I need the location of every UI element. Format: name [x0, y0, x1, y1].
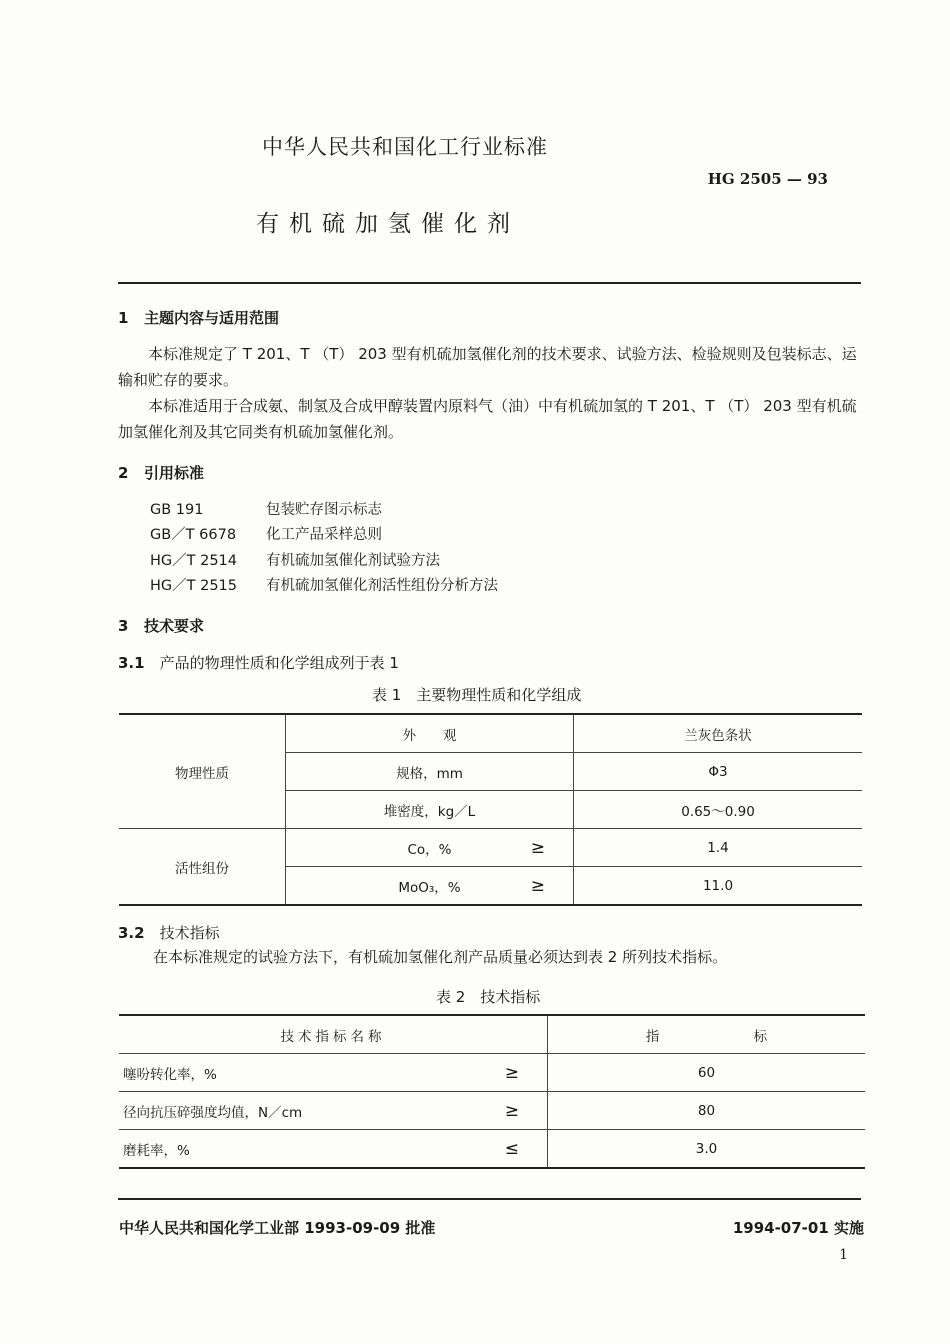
table-row	[119, 1054, 865, 1092]
table-2-header-value: 指 标	[645, 1028, 768, 1045]
table-1-item-label: 外 观	[402, 727, 457, 744]
table-1-group-physical: 物理性质	[119, 714, 286, 829]
table-1-value: 1.4	[574, 829, 863, 867]
reference-item	[150, 549, 440, 570]
section-2-heading	[118, 462, 204, 483]
table-1-item-label: 规格，mm	[396, 765, 463, 782]
reference-name: 化工产品采样总则	[266, 527, 382, 543]
reference-name: 有机硫加氢催化剂活性组份分析方法	[266, 578, 498, 594]
table-1-item-label: 堆密度，kg／L	[383, 803, 476, 820]
table-1-operator: ≥	[530, 876, 545, 896]
document-title: 有机硫加氢催化剂	[256, 211, 520, 237]
table-row	[119, 1130, 865, 1169]
subsection-3-1	[118, 652, 399, 673]
table-1-caption: 表 1 主要物理性质和化学组成	[372, 686, 582, 704]
subsection-3-1-number: 3.1	[118, 654, 145, 672]
table-2-operator: ≥	[504, 1063, 519, 1083]
table-2-item-label: 径向抗压碎强度均值，N／cm	[123, 1104, 303, 1121]
table-2-item-label: 噻吩转化率，%	[123, 1066, 217, 1083]
reference-code: GB／T 6678	[150, 527, 237, 543]
reference-item	[150, 574, 498, 595]
standard-code: HG 2505 — 93	[707, 170, 828, 188]
reference-code: GB 191	[150, 502, 204, 518]
table-2-value: 60	[548, 1054, 866, 1092]
reference-item	[150, 523, 382, 544]
table-1-item	[286, 714, 574, 753]
reference-name: 包装贮存图示标志	[266, 502, 382, 518]
reference-code: HG／T 2515	[150, 578, 238, 594]
approval-line: 中华人民共和国化学工业部 1993-09-09 批准	[119, 1219, 436, 1237]
effective-date: 1994-07-01 实施	[732, 1219, 864, 1237]
table-row	[119, 1092, 865, 1130]
table-2-header-name: 技术指标名称	[119, 1015, 548, 1054]
table-1-value: 0.65～0.90	[574, 791, 863, 829]
table-row	[119, 829, 862, 867]
section-2-number: 2	[118, 464, 129, 482]
table-1-item-label: Co，%	[407, 841, 452, 858]
table-2-item	[119, 1092, 548, 1130]
table-2-item	[119, 1054, 548, 1092]
table-1-value: 11.0	[574, 867, 863, 906]
table-1-group-active: 活性组份	[119, 829, 286, 906]
subsection-3-2-text: 在本标准规定的试验方法下，有机硫加氢催化剂产品质量必须达到表 2 所列技术指标。	[153, 948, 728, 966]
header-rule	[118, 282, 861, 284]
page-number: 1	[839, 1247, 848, 1263]
section-1-para-1: 本标准规定了 T 201、T （T） 203 型有机硫加氢催化剂的技术要求、试验方法、检验规则及包装标志、运输和贮存的要求。	[118, 345, 857, 389]
subsection-3-1-text: 产品的物理性质和化学组成列于表 1	[159, 654, 399, 672]
table-2-operator: ≤	[504, 1139, 519, 1159]
table-1-item	[286, 791, 574, 829]
table-row	[119, 1015, 865, 1054]
section-2-title: 引用标准	[144, 464, 205, 482]
reference-item	[150, 498, 382, 519]
table-row	[119, 714, 862, 753]
table-1-item	[286, 829, 574, 867]
section-3-number: 3	[118, 617, 129, 635]
section-1-title: 主题内容与适用范围	[144, 309, 280, 327]
table-1-value: Φ3	[574, 753, 863, 791]
section-1-para-2: 本标准适用于合成氨、制氢及合成甲醇装置内原料气（油）中有机硫加氢的 T 201、T （T） 203 型有机硫加氢催化剂及其它同类有机硫加氢催化剂。	[118, 397, 857, 441]
section-1-number: 1	[118, 309, 129, 327]
table-1-item-label: MoO₃，%	[398, 879, 461, 896]
table-1-value: 兰灰色条状	[684, 727, 752, 744]
section-1-heading	[118, 307, 279, 328]
standard-title: 中华人民共和国化工行业标准	[262, 135, 548, 159]
section-3-heading	[118, 615, 204, 636]
table-2-item	[119, 1130, 548, 1169]
subsection-3-2-title: 技术指标	[159, 924, 220, 942]
table-2-value: 80	[548, 1092, 866, 1130]
reference-code: HG／T 2514	[150, 553, 238, 569]
footer-rule	[118, 1198, 861, 1200]
section-3-title: 技术要求	[144, 617, 205, 635]
table-1	[119, 713, 862, 906]
table-1-item	[286, 753, 574, 791]
table-2-item-label: 磨耗率，%	[123, 1142, 190, 1159]
table-1-operator: ≥	[530, 838, 545, 858]
table-2-caption: 表 2 技术指标	[436, 988, 541, 1006]
table-1-item	[286, 867, 574, 906]
subsection-3-2-number: 3.2	[118, 924, 145, 942]
reference-name: 有机硫加氢催化剂试验方法	[266, 553, 440, 569]
table-2-operator: ≥	[504, 1101, 519, 1121]
table-2-value: 3.0	[548, 1130, 866, 1169]
subsection-3-2	[118, 922, 220, 943]
table-2	[119, 1014, 865, 1169]
